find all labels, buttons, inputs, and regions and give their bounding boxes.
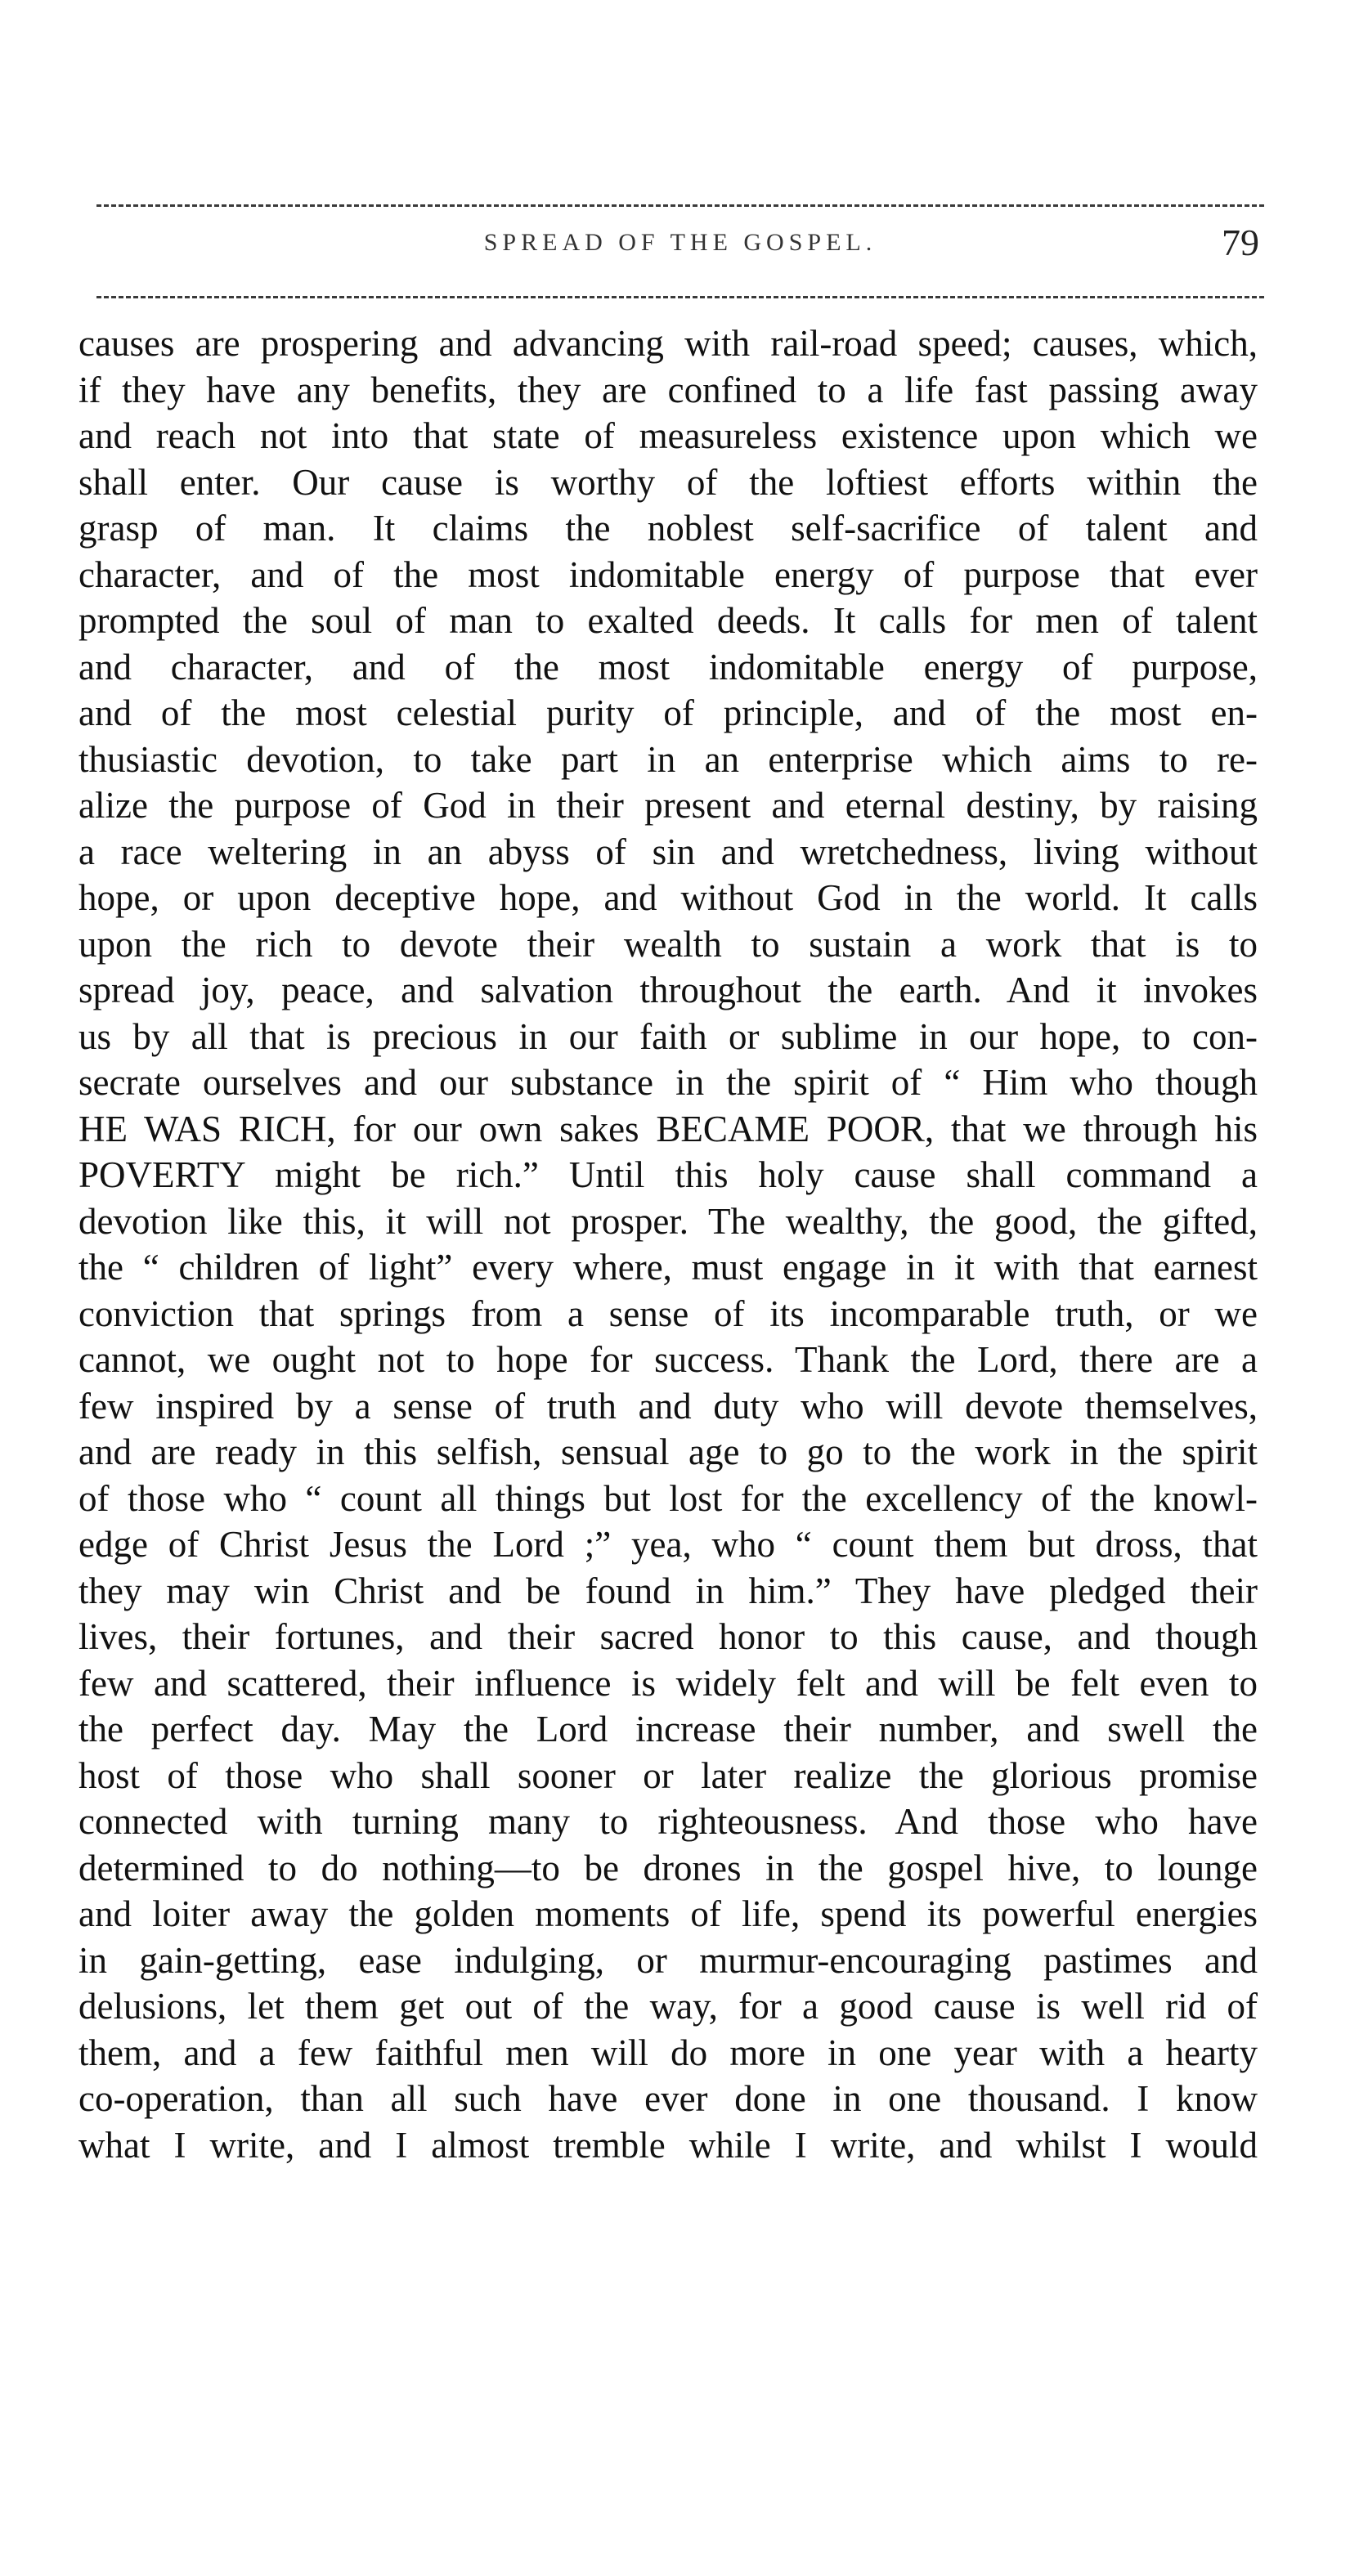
text-line: of those who “ count all things but lost for the excellency of the knowl- <box>78 1477 1258 1519</box>
text-line: alize the purpose of God in their present and eternal destiny, by raising <box>78 785 1258 826</box>
text-line: and character, and of the most indomitable energy of purpose, <box>78 646 1258 688</box>
running-head <box>96 221 1264 278</box>
text-line: few inspired by a sense of truth and duty who will devote themselves, <box>78 1385 1258 1427</box>
text-line: shall enter. Our cause is worthy of the loftiest efforts within the <box>78 461 1258 503</box>
text-line: they may win Christ and be found in him.” They have pledged their <box>78 1570 1258 1611</box>
text-line: and loiter away the golden moments of life, spend its powerful energies <box>78 1893 1258 1934</box>
text-line: a race weltering in an abyss of sin and wretchedness, living without <box>78 831 1258 872</box>
text-line: secrate ourselves and our substance in the spirit of “ Him who though <box>78 1062 1258 1103</box>
text-line: POVERTY might be rich.” Until this holy cause shall command a <box>78 1154 1258 1195</box>
text-line: the “ children of light” every where, must engage in it with that earnest <box>78 1247 1258 1288</box>
text-line: host of those who shall sooner or later realize the glorious promise <box>78 1754 1258 1796</box>
header-top-rule <box>96 204 1264 207</box>
text-line: if they have any benefits, they are confined to a life fast passing away <box>78 369 1258 410</box>
text-line: hope, or upon deceptive hope, and without God in the world. It calls <box>78 877 1258 918</box>
text-line: causes are prospering and advancing with rail-road speed; causes, which, <box>78 323 1258 364</box>
text-line: and of the most celestial purity of principle, and of the most en- <box>78 692 1258 733</box>
text-line: and reach not into that state of measureless existence upon which we <box>78 415 1258 456</box>
text-line: them, and a few faithful men will do more in one year with a hearty <box>78 2032 1258 2073</box>
text-line: spread joy, peace, and salvation throughout the earth. And it invokes <box>78 970 1258 1010</box>
text-line: the perfect day. May the Lord increase their number, and swell the <box>78 1709 1258 1749</box>
text-line: cannot, we ought not to hope for success. Thank the Lord, there are a <box>78 1339 1258 1380</box>
text-line: what I write, and I almost tremble while I write, and whilst I would <box>78 2124 1258 2166</box>
text-line: HE WAS RICH, for our own sakes BECAME POOR, that we through his <box>78 1108 1258 1149</box>
text-line: in gain-getting, ease indulging, or murmur-encouraging pastimes and <box>78 1939 1258 1981</box>
running-title: SPREAD OF THE GOSPEL. <box>483 229 877 256</box>
text-line: and are ready in this selfish, sensual age to go to the work in the spirit <box>78 1431 1258 1472</box>
text-line: upon the rich to devote their wealth to sustain a work that is to <box>78 923 1258 965</box>
text-line: edge of Christ Jesus the Lord ;” yea, who “ count them but dross, that <box>78 1524 1258 1565</box>
text-line: co-operation, than all such have ever done in one thousand. I know <box>78 2078 1258 2119</box>
text-line: us by all that is precious in our faith or sublime in our hope, to con- <box>78 1015 1258 1057</box>
header-bottom-rule <box>96 296 1264 298</box>
text-line: determined to do nothing—to be drones in the gospel hive, to lounge <box>78 1847 1258 1888</box>
page-number: 79 <box>1222 222 1259 263</box>
body-text <box>78 320 1258 2168</box>
text-line: conviction that springs from a sense of its incomparable truth, or we <box>78 1292 1258 1334</box>
text-line: devotion like this, it will not prosper. The wealthy, the good, the gifted, <box>78 1200 1258 1242</box>
text-line: delusions, let them get out of the way, for a good cause is well rid of <box>78 1986 1258 2027</box>
text-line: thusiastic devotion, to take part in an enterprise which aims to re- <box>78 738 1258 780</box>
text-line: lives, their fortunes, and their sacred honor to this cause, and though <box>78 1616 1258 1657</box>
text-line: grasp of man. It claims the noblest self-sacrifice of talent and <box>78 508 1258 549</box>
text-line: few and scattered, their influence is widely felt and will be felt even to <box>78 1662 1258 1704</box>
text-line: prompted the soul of man to exalted deeds. It calls for men of talent <box>78 600 1258 641</box>
text-line: connected with turning many to righteousness. And those who have <box>78 1801 1258 1842</box>
text-line: character, and of the most indomitable energy of purpose that ever <box>78 553 1258 595</box>
